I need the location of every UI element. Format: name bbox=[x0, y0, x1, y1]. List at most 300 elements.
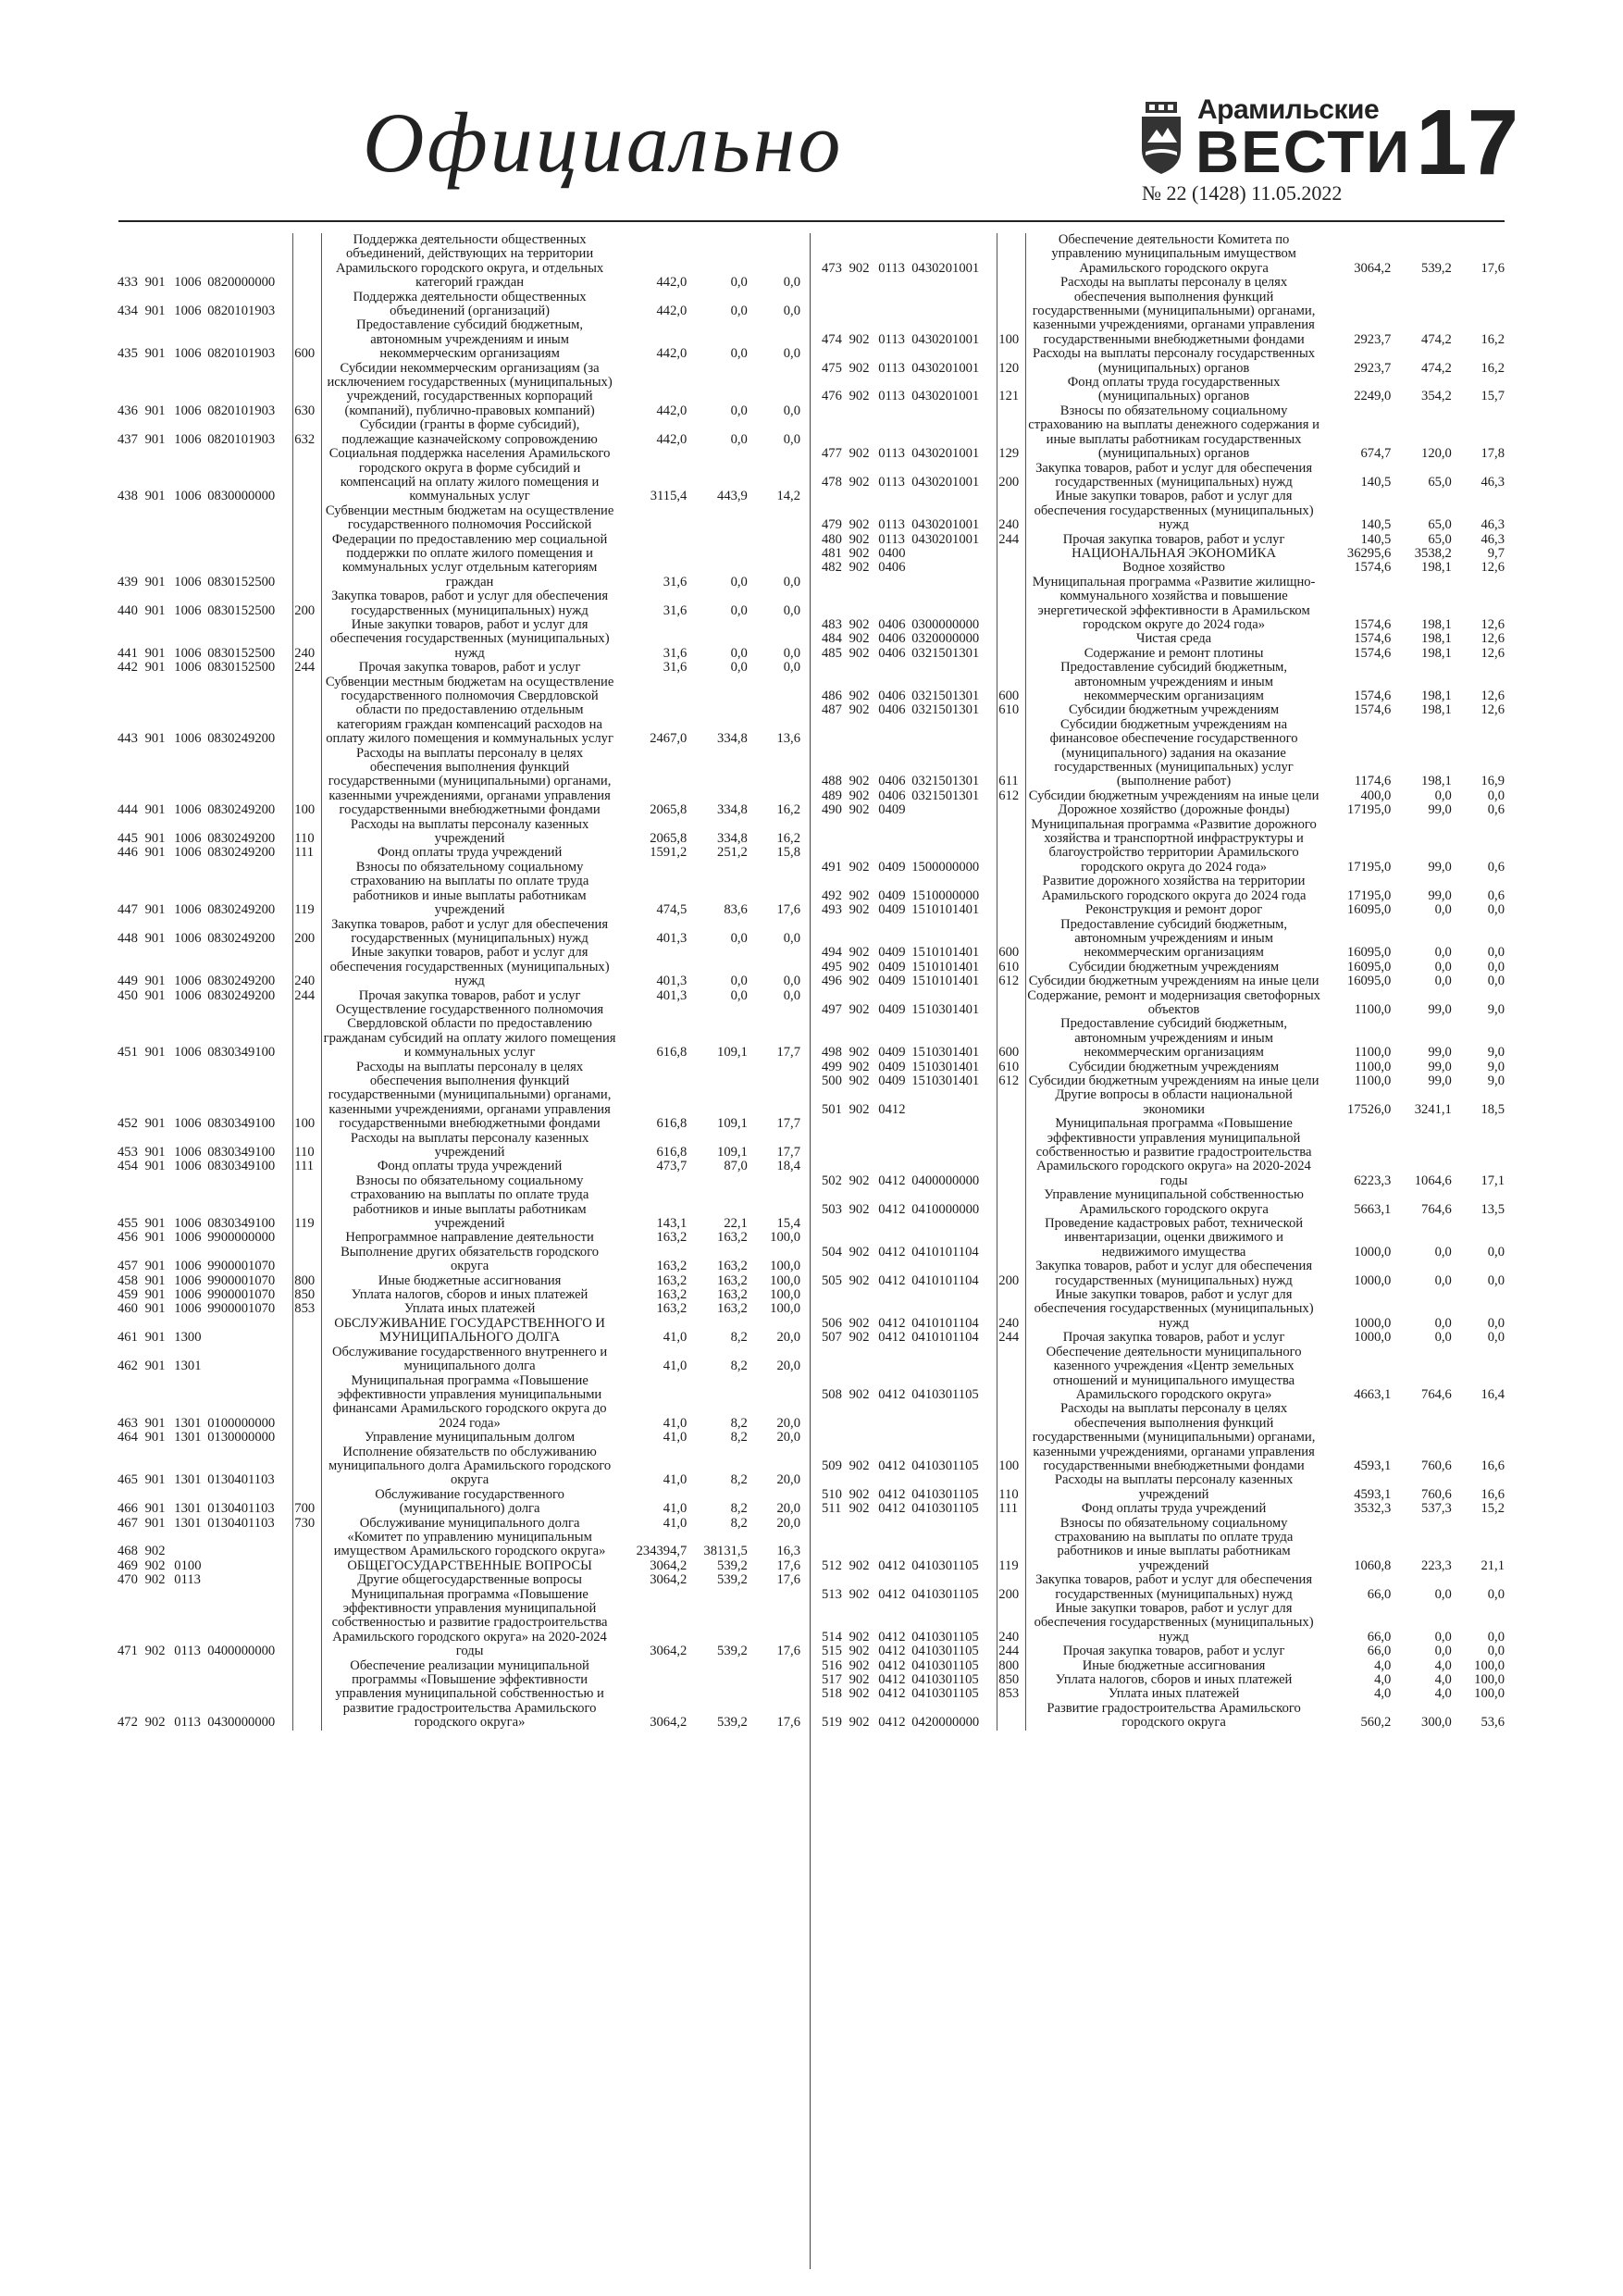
table-row bbox=[117, 747, 801, 818]
executed-amount: 198,1 bbox=[1421, 689, 1452, 703]
section-code: 0412 bbox=[878, 1586, 906, 1602]
item-name: Расходы на выплаты персоналу казенных учреждений bbox=[350, 1130, 589, 1160]
table-row bbox=[117, 1061, 801, 1132]
table-row bbox=[821, 533, 1505, 547]
expense-type-code: 100 bbox=[293, 747, 322, 818]
expense-type-code: 600 bbox=[997, 1017, 1026, 1060]
section-code: 0113 bbox=[878, 517, 905, 533]
item-name: Расходы на выплаты персоналу в целях обеспечения выполнения функций государственными (муниципальными) органами, казенными учреждениями, органами управления государственными внебюджетными фондами bbox=[1032, 1401, 1316, 1473]
planned-amount: 1000,0 bbox=[1354, 1244, 1392, 1260]
executed-amount: 99,0 bbox=[1428, 859, 1452, 875]
execution-percent: 0,0 bbox=[783, 304, 800, 319]
row-number: 496 bbox=[822, 974, 842, 989]
expense-type-code: 600 bbox=[997, 661, 1026, 703]
row-number: 481 bbox=[822, 545, 842, 561]
target-article-code: 0430201001 bbox=[911, 233, 997, 276]
planned-amount: 17526,0 bbox=[1346, 1101, 1392, 1117]
item-name: Закупка товаров, работ и услуг для обеспечения государственных (муниципальных) нужд bbox=[1035, 460, 1313, 490]
section-code: 1006 bbox=[174, 275, 202, 291]
grbs-code: 901 bbox=[144, 1415, 166, 1431]
executed-amount: 3241,1 bbox=[1414, 1101, 1452, 1117]
target-article-code: 0400000000 bbox=[911, 1117, 997, 1188]
item-name: Другие вопросы в области национальной экономики bbox=[1055, 1087, 1293, 1117]
row-number: 507 bbox=[822, 1330, 842, 1346]
item-name: Развитие дорожного хозяйства на территории Арамильского городского округа до 2024 года bbox=[1041, 874, 1307, 903]
execution-percent: 17,7 bbox=[776, 1145, 800, 1160]
table-row bbox=[821, 276, 1505, 347]
executed-amount: 0,0 bbox=[730, 431, 748, 447]
grbs-code: 901 bbox=[144, 574, 166, 590]
section-code: 0113 bbox=[878, 360, 905, 376]
execution-percent: 17,1 bbox=[1481, 1173, 1505, 1188]
table-row bbox=[117, 318, 801, 361]
execution-percent: 12,6 bbox=[1481, 645, 1505, 661]
row-number: 464 bbox=[118, 1430, 138, 1446]
section-code: 0412 bbox=[878, 1644, 906, 1659]
table-row bbox=[821, 718, 1505, 789]
expense-type-code: 240 bbox=[997, 490, 1026, 532]
row-number: 519 bbox=[822, 1715, 842, 1731]
grbs-code: 901 bbox=[144, 1287, 166, 1303]
planned-amount: 31,6 bbox=[663, 645, 688, 661]
executed-amount: 3538,2 bbox=[1414, 545, 1452, 561]
planned-amount: 16095,0 bbox=[1346, 945, 1392, 961]
row-number: 439 bbox=[118, 574, 138, 590]
expense-type-code: 630 bbox=[293, 362, 322, 419]
executed-amount: 163,2 bbox=[717, 1287, 748, 1303]
grbs-code: 902 bbox=[849, 389, 870, 404]
item-name: Взносы по обязательному социальному страхованию на выплаты по оплате труда работников и иные выплаты работникам учреждений bbox=[350, 859, 589, 918]
target-article-code bbox=[206, 1559, 293, 1573]
table-row bbox=[821, 1017, 1505, 1060]
expense-type-code: 244 bbox=[293, 989, 322, 1003]
expense-type-code bbox=[997, 818, 1026, 875]
grbs-code: 902 bbox=[849, 1059, 870, 1074]
target-article-code: 0830349100 bbox=[206, 1061, 293, 1132]
grbs-code: 902 bbox=[849, 974, 870, 989]
row-number: 486 bbox=[822, 689, 842, 703]
section-code: 0409 bbox=[878, 1045, 906, 1061]
planned-amount: 16095,0 bbox=[1346, 974, 1392, 989]
table-row bbox=[117, 504, 801, 590]
section-code: 1006 bbox=[174, 403, 202, 418]
target-article-code: 0321501301 bbox=[911, 789, 997, 803]
expense-type-code: 119 bbox=[293, 861, 322, 918]
execution-percent: 46,3 bbox=[1481, 517, 1505, 533]
planned-amount: 1060,8 bbox=[1354, 1558, 1392, 1573]
section-code: 0406 bbox=[878, 702, 906, 718]
grbs-code: 901 bbox=[144, 1515, 166, 1531]
row-number: 465 bbox=[118, 1472, 138, 1488]
executed-amount: 760,6 bbox=[1421, 1486, 1452, 1502]
target-article-code: 0830249200 bbox=[206, 676, 293, 747]
execution-percent: 100,0 bbox=[770, 1272, 800, 1288]
execution-percent: 100,0 bbox=[770, 1259, 800, 1274]
item-name: Закупка товаров, работ и услуг для обеспечения государственных (муниципальных) нужд bbox=[1035, 1572, 1313, 1602]
executed-amount: 0,0 bbox=[1434, 1315, 1452, 1331]
execution-percent: 0,0 bbox=[783, 431, 800, 447]
table-row bbox=[821, 1659, 1505, 1673]
table-row bbox=[821, 376, 1505, 404]
table-row bbox=[821, 647, 1505, 661]
execution-percent: 0,0 bbox=[1487, 1644, 1505, 1659]
grbs-code: 902 bbox=[849, 902, 870, 918]
executed-amount: 760,6 bbox=[1421, 1458, 1452, 1473]
section-code: 0113 bbox=[878, 446, 905, 462]
table-row bbox=[821, 989, 1505, 1018]
execution-percent: 16,9 bbox=[1481, 774, 1505, 789]
table-row bbox=[821, 1260, 1505, 1288]
executed-amount: 0,0 bbox=[730, 660, 748, 676]
planned-amount: 41,0 bbox=[663, 1501, 688, 1517]
executed-amount: 65,0 bbox=[1428, 517, 1452, 533]
target-article-code bbox=[911, 803, 997, 817]
item-name: Муниципальная программа «Развитие жилищно-коммунального хозяйства и повышение энергетической эффективности в Арамильском городском округе до 2024 года» bbox=[1032, 574, 1316, 632]
item-name: Содержание и ремонт плотины bbox=[1084, 645, 1264, 661]
section-code: 1006 bbox=[174, 304, 202, 319]
row-number: 500 bbox=[822, 1073, 842, 1088]
planned-amount: 473,7 bbox=[656, 1159, 688, 1174]
executed-amount: 0,0 bbox=[1434, 974, 1452, 989]
executed-amount: 99,0 bbox=[1428, 1059, 1452, 1074]
item-name: ОБСЛУЖИВАНИЕ ГОСУДАРСТВЕННОГО И МУНИЦИПАЛЬНОГО ДОЛГА bbox=[334, 1315, 605, 1346]
grbs-code: 902 bbox=[849, 1657, 870, 1673]
expense-type-code bbox=[293, 291, 322, 319]
expense-type-code bbox=[997, 233, 1026, 276]
grbs-code: 902 bbox=[849, 1672, 870, 1688]
row-number: 476 bbox=[822, 389, 842, 404]
execution-percent: 0,0 bbox=[1487, 959, 1505, 974]
grbs-code: 902 bbox=[849, 1315, 870, 1331]
planned-amount: 3115,4 bbox=[650, 489, 688, 504]
execution-percent: 16,3 bbox=[776, 1544, 800, 1559]
expense-type-code: 111 bbox=[997, 1502, 1026, 1516]
execution-percent: 0,6 bbox=[1487, 802, 1505, 818]
target-article-code: 0830000000 bbox=[206, 447, 293, 504]
expense-type-code bbox=[293, 1346, 322, 1374]
row-number: 453 bbox=[118, 1145, 138, 1160]
execution-percent: 0,0 bbox=[1487, 1330, 1505, 1346]
execution-percent: 0,0 bbox=[783, 660, 800, 676]
target-article-code: 9900000000 bbox=[206, 1231, 293, 1245]
target-article-code: 0410301105 bbox=[911, 1502, 997, 1516]
table-row bbox=[821, 632, 1505, 646]
expense-type-code bbox=[293, 1531, 322, 1559]
expense-type-code bbox=[293, 447, 322, 504]
section-code: 0406 bbox=[878, 774, 906, 789]
item-name: Муниципальная программа «Повышение эффективности управления муниципальными финансами Арамильского городского округа до 2024 года» bbox=[332, 1372, 607, 1431]
table-row bbox=[821, 490, 1505, 532]
expense-type-code: 244 bbox=[997, 533, 1026, 547]
row-number: 502 bbox=[822, 1173, 842, 1188]
target-article-code: 9900001070 bbox=[206, 1274, 293, 1288]
table-row bbox=[821, 1573, 1505, 1602]
execution-percent: 0,0 bbox=[1487, 974, 1505, 989]
executed-amount: 65,0 bbox=[1428, 531, 1452, 547]
target-article-code: 0820101903 bbox=[206, 318, 293, 361]
table-row bbox=[821, 1517, 1505, 1574]
target-article-code: 0430000000 bbox=[206, 1659, 293, 1731]
item-name: Муниципальная программа «Повышение эффективности управления муниципальной собственностью и развитие градостроительства Арамильского городского округа» на 2020-2024 годы bbox=[1035, 1116, 1312, 1188]
item-name: Прочая закупка товаров, работ и услуг bbox=[358, 987, 581, 1003]
target-article-code bbox=[206, 1317, 293, 1346]
executed-amount: 163,2 bbox=[717, 1230, 748, 1246]
execution-percent: 15,2 bbox=[1481, 1501, 1505, 1517]
grbs-code: 902 bbox=[849, 887, 870, 903]
target-article-code: 0130401103 bbox=[206, 1488, 293, 1517]
section-code: 0409 bbox=[878, 1073, 906, 1088]
executed-amount: 0,0 bbox=[730, 645, 748, 661]
table-row bbox=[821, 233, 1505, 276]
target-article-code: 0430201001 bbox=[911, 376, 997, 404]
item-name: Иные закупки товаров, работ и услуг для обеспечения государственных (муниципальных) нужд bbox=[329, 945, 610, 989]
planned-amount: 2467,0 bbox=[650, 731, 688, 747]
grbs-code: 901 bbox=[144, 802, 166, 818]
planned-amount: 616,8 bbox=[656, 1116, 688, 1132]
row-number: 471 bbox=[118, 1644, 138, 1659]
table-row bbox=[117, 1531, 801, 1559]
target-article-code: 0300000000 bbox=[911, 576, 997, 633]
item-name: Расходы на выплаты персоналу казенных учреждений bbox=[1054, 1472, 1294, 1502]
row-number: 503 bbox=[822, 1201, 842, 1217]
target-article-code: 0321501301 bbox=[911, 718, 997, 789]
table-row bbox=[821, 703, 1505, 717]
grbs-code: 902 bbox=[849, 802, 870, 818]
execution-percent: 100,0 bbox=[1474, 1657, 1505, 1673]
grbs-code: 901 bbox=[144, 304, 166, 319]
section-code: 1300 bbox=[174, 1330, 202, 1346]
row-number: 433 bbox=[118, 275, 138, 291]
left-column bbox=[117, 233, 801, 1731]
planned-amount: 41,0 bbox=[663, 1515, 688, 1531]
table-row bbox=[821, 1402, 1505, 1473]
target-article-code: 0830249200 bbox=[206, 946, 293, 988]
expense-type-code: 120 bbox=[997, 347, 1026, 376]
expense-type-code bbox=[293, 233, 322, 291]
planned-amount: 560,2 bbox=[1360, 1715, 1392, 1731]
expense-type-code: 853 bbox=[293, 1302, 322, 1316]
section-code: 0113 bbox=[878, 531, 905, 547]
target-article-code: 0830152500 bbox=[206, 590, 293, 618]
executed-amount: 354,2 bbox=[1421, 389, 1452, 404]
item-name: Муниципальная программа «Развитие дорожного хозяйства и транспортной инфраструктуры и благоустройство территории Арамильского городского округа до 2024 года» bbox=[1031, 816, 1317, 875]
section-code: 0412 bbox=[878, 1486, 906, 1502]
execution-percent: 0,0 bbox=[783, 574, 800, 590]
executed-amount: 163,2 bbox=[717, 1259, 748, 1274]
execution-percent: 17,6 bbox=[776, 1715, 800, 1731]
planned-amount: 442,0 bbox=[656, 346, 688, 362]
row-number: 469 bbox=[118, 1558, 138, 1573]
planned-amount: 2065,8 bbox=[650, 802, 688, 818]
target-article-code: 0130401103 bbox=[206, 1517, 293, 1531]
item-name: Субвенции местным бюджетам на осуществление государственного полномочия Свердловской области по предоставлению отдельным категориям граждан компенсаций расходов на оплату жилого помещения и коммунальных услуг bbox=[325, 674, 614, 747]
planned-amount: 1574,6 bbox=[1354, 645, 1392, 661]
planned-amount: 1000,0 bbox=[1354, 1272, 1392, 1288]
target-article-code: 0830249200 bbox=[206, 818, 293, 847]
row-number: 474 bbox=[822, 331, 842, 347]
executed-amount: 0,0 bbox=[1434, 1272, 1452, 1288]
item-name: Уплата иных платежей bbox=[1108, 1686, 1240, 1702]
grbs-code: 901 bbox=[144, 1430, 166, 1446]
execution-percent: 16,2 bbox=[1481, 360, 1505, 376]
section-code: 0406 bbox=[878, 645, 906, 661]
row-number: 517 bbox=[822, 1672, 842, 1688]
planned-amount: 163,2 bbox=[656, 1287, 688, 1303]
item-name: Осуществление государственного полномочия Свердловской области по предоставлению гражданам субсидий на оплату жилого помещения и коммунальных услуг bbox=[323, 1001, 616, 1061]
planned-amount: 6223,3 bbox=[1354, 1173, 1392, 1188]
execution-percent: 17,6 bbox=[1481, 260, 1505, 276]
grbs-code: 902 bbox=[849, 517, 870, 533]
row-number: 472 bbox=[118, 1715, 138, 1731]
execution-percent: 53,6 bbox=[1481, 1715, 1505, 1731]
expense-type-code bbox=[997, 647, 1026, 661]
expense-type-code: 240 bbox=[997, 1602, 1026, 1644]
row-number: 491 bbox=[822, 859, 842, 875]
expense-type-code bbox=[293, 676, 322, 747]
grbs-code: 901 bbox=[144, 1159, 166, 1174]
execution-percent: 0,0 bbox=[783, 602, 800, 618]
expense-type-code: 610 bbox=[997, 1061, 1026, 1074]
item-name: Социальная поддержка населения Арамильского городского округа в форме субсидий и компенсаций на оплату жилого помещения и коммунальных услуг bbox=[328, 446, 611, 504]
execution-percent: 12,6 bbox=[1481, 616, 1505, 632]
expense-type-code: 111 bbox=[293, 846, 322, 860]
execution-percent: 12,6 bbox=[1481, 631, 1505, 647]
executed-amount: 0,0 bbox=[1434, 1244, 1452, 1260]
item-name: Расходы на выплаты персоналу в целях обеспечения выполнения функций государственными (муниципальными) органами, казенными учреждениями, органами управления государственными внебюджетными фондами bbox=[1032, 275, 1316, 347]
expense-type-code: 800 bbox=[293, 1274, 322, 1288]
row-number: 463 bbox=[118, 1415, 138, 1431]
section-code: 1006 bbox=[174, 645, 202, 661]
grbs-code: 902 bbox=[144, 1715, 166, 1731]
item-name: Дорожное хозяйство (дорожные фонды) bbox=[1058, 802, 1290, 818]
grbs-code: 902 bbox=[849, 1386, 870, 1402]
item-name: Закупка товаров, работ и услуг для обеспечения государственных (муниципальных) нужд bbox=[331, 589, 609, 618]
executed-amount: 539,2 bbox=[717, 1572, 748, 1588]
section-code: 1301 bbox=[174, 1415, 202, 1431]
row-number: 492 bbox=[822, 887, 842, 903]
expense-type-code bbox=[293, 1659, 322, 1731]
section-code: 1006 bbox=[174, 974, 202, 989]
section-code: 1006 bbox=[174, 489, 202, 504]
item-name: Фонд оплаты труда учреждений bbox=[377, 1159, 563, 1174]
execution-percent: 0,0 bbox=[783, 930, 800, 946]
section-code: 0412 bbox=[878, 1715, 906, 1731]
item-name: Прочая закупка товаров, работ и услуг bbox=[358, 660, 581, 676]
executed-amount: 539,2 bbox=[717, 1644, 748, 1659]
planned-amount: 401,3 bbox=[656, 987, 688, 1003]
executed-amount: 0,0 bbox=[730, 304, 748, 319]
section-code: 1006 bbox=[174, 1216, 202, 1232]
page-number: 17 bbox=[1416, 91, 1519, 194]
section-code: 1006 bbox=[174, 802, 202, 818]
grbs-code: 902 bbox=[144, 1544, 166, 1559]
grbs-code: 901 bbox=[144, 831, 166, 847]
grbs-code: 901 bbox=[144, 731, 166, 747]
executed-amount: 334,8 bbox=[717, 802, 748, 818]
table-row bbox=[821, 789, 1505, 803]
planned-amount: 163,2 bbox=[656, 1272, 688, 1288]
grbs-code: 901 bbox=[144, 845, 166, 861]
grbs-code: 901 bbox=[144, 602, 166, 618]
row-number: 511 bbox=[822, 1501, 842, 1517]
table-row bbox=[821, 974, 1505, 988]
expense-type-code: 240 bbox=[293, 946, 322, 988]
execution-percent: 0,6 bbox=[1487, 859, 1505, 875]
row-number: 475 bbox=[822, 360, 842, 376]
executed-amount: 8,2 bbox=[730, 1472, 748, 1488]
item-name: Взносы по обязательному социальному страхованию на выплаты денежного содержания и иные выплаты работникам государственных (муниципальных) органов bbox=[1028, 403, 1319, 462]
grbs-code: 902 bbox=[849, 616, 870, 632]
grbs-code: 901 bbox=[144, 1472, 166, 1488]
section-code: 0409 bbox=[878, 1059, 906, 1074]
row-number: 435 bbox=[118, 346, 138, 362]
newspaper-logo bbox=[1140, 94, 1412, 185]
item-name: Водное хозяйство bbox=[1122, 560, 1225, 576]
grbs-code: 901 bbox=[144, 930, 166, 946]
item-name: Содержание, ремонт и модернизация светофорных объектов bbox=[1027, 987, 1320, 1017]
target-article-code: 0410301105 bbox=[911, 1644, 997, 1658]
expense-type-code: 121 bbox=[997, 376, 1026, 404]
item-name: Непрограммное направление деятельности bbox=[345, 1230, 594, 1246]
expense-type-code: 100 bbox=[293, 1061, 322, 1132]
item-name: Субсидии бюджетным учреждениям на иные цели bbox=[1028, 788, 1319, 803]
planned-amount: 1591,2 bbox=[650, 845, 688, 861]
executed-amount: 198,1 bbox=[1421, 560, 1452, 576]
planned-amount: 3064,2 bbox=[1354, 260, 1392, 276]
item-name: Расходы на выплаты персоналу в целях обеспечения выполнения функций государственными (муниципальными) органами, казенными учреждениями, органами управления государственными внебюджетными фондами bbox=[328, 745, 612, 818]
target-article-code: 9900001070 bbox=[206, 1288, 293, 1302]
planned-amount: 401,3 bbox=[656, 930, 688, 946]
row-number: 458 bbox=[118, 1272, 138, 1288]
grbs-code: 902 bbox=[849, 1330, 870, 1346]
grbs-code: 902 bbox=[849, 545, 870, 561]
grbs-code: 902 bbox=[849, 959, 870, 974]
section-code: 1006 bbox=[174, 1259, 202, 1274]
target-article-code: 1510101401 bbox=[911, 974, 997, 988]
grbs-code: 901 bbox=[144, 660, 166, 676]
table-row bbox=[821, 1702, 1505, 1731]
execution-percent: 9,0 bbox=[1487, 1059, 1505, 1074]
executed-amount: 0,0 bbox=[1434, 1330, 1452, 1346]
item-name: Иные бюджетные ассигнования bbox=[1082, 1657, 1266, 1673]
item-name: Субвенции местным бюджетам на осуществление государственного полномочия Российской Федерации по предоставлению мер социальной поддержки по оплате жилого помещения и коммунальных услуг отдельным категориям граждан bbox=[325, 503, 614, 590]
row-number: 514 bbox=[822, 1629, 842, 1644]
grbs-code: 902 bbox=[144, 1572, 166, 1588]
executed-amount: 0,0 bbox=[1434, 1644, 1452, 1659]
planned-amount: 1100,0 bbox=[1354, 1073, 1392, 1088]
planned-amount: 401,3 bbox=[656, 974, 688, 989]
executed-amount: 539,2 bbox=[1421, 260, 1452, 276]
table-row bbox=[117, 1374, 801, 1432]
planned-amount: 66,0 bbox=[1367, 1644, 1392, 1659]
grbs-code: 901 bbox=[144, 431, 166, 447]
expense-type-code bbox=[997, 561, 1026, 575]
row-number: 506 bbox=[822, 1315, 842, 1331]
planned-amount: 4593,1 bbox=[1354, 1486, 1392, 1502]
target-article-code bbox=[911, 561, 997, 575]
table-row bbox=[821, 347, 1505, 376]
target-article-code: 0830249200 bbox=[206, 747, 293, 818]
section-code: 1006 bbox=[174, 1145, 202, 1160]
expense-type-code: 119 bbox=[293, 1174, 322, 1232]
planned-amount: 3532,3 bbox=[1354, 1501, 1392, 1517]
executed-amount: 0,0 bbox=[730, 574, 748, 590]
expense-type-code: 850 bbox=[997, 1673, 1026, 1687]
expense-type-code: 200 bbox=[997, 462, 1026, 490]
execution-percent: 13,5 bbox=[1481, 1201, 1505, 1217]
executed-amount: 120,0 bbox=[1421, 446, 1452, 462]
expense-type-code bbox=[997, 1188, 1026, 1217]
